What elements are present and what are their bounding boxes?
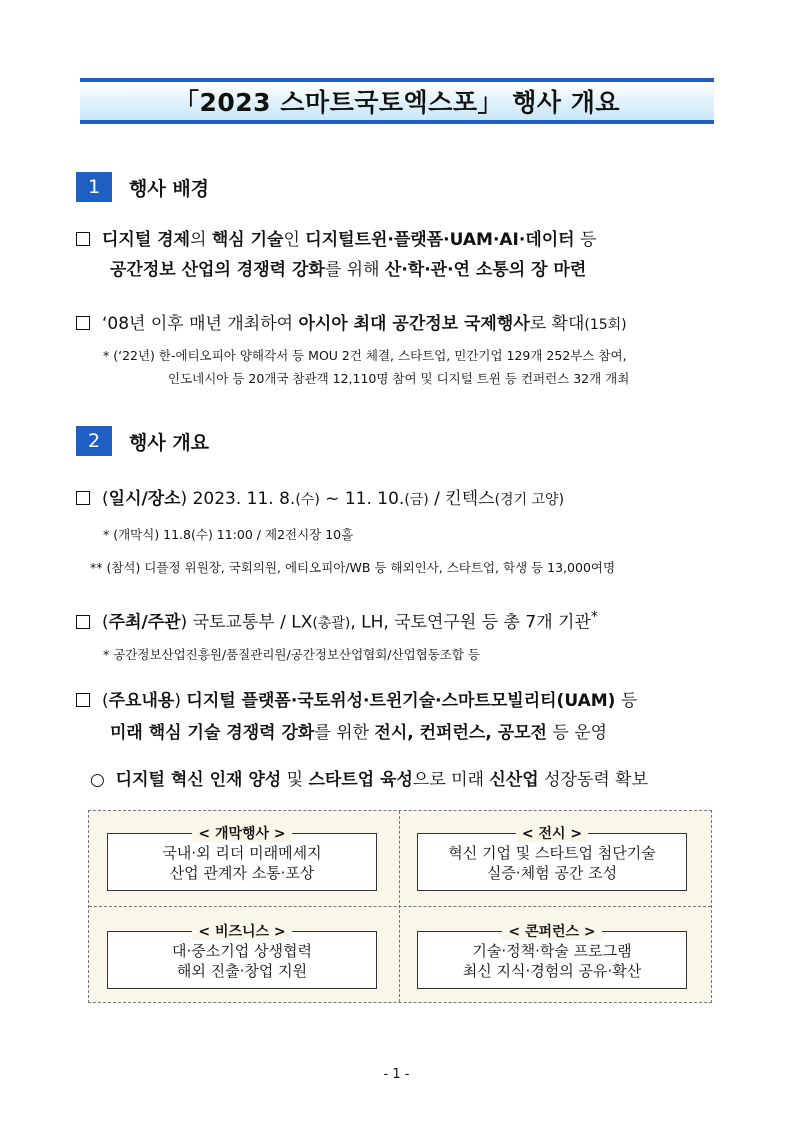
card-opening-event: [107, 826, 377, 891]
card-exhibition: [417, 826, 687, 891]
card-line: 산업 관계자 소통·포상: [169, 864, 315, 882]
section-2-heading: [76, 426, 209, 456]
bullet-main-content-line-1: (주요내용) 디지털 플랫폼·국토위성·트윈기술·스마트모빌리티(UAM) 등: [76, 690, 637, 712]
sub-bullet-talent: ○ 디지털 혁신 인재 양성 및 스타트업 육성으로 미래 신산업 성장동력 확보: [90, 770, 649, 790]
checkbox-bullet-icon: [76, 232, 90, 246]
document-title-banner: [80, 78, 714, 124]
bullet-history-line: ‘08년 이후 매년 개최하여 아시아 최대 공간정보 국제행사로 확대(15회): [76, 313, 627, 336]
bullet-background-line-2: 공간정보 산업의 경쟁력 강화를 위해 산·학·관·연 소통의 장 마련: [110, 260, 587, 280]
section-title: 행사 개요: [129, 431, 210, 454]
card-conference: [417, 924, 687, 989]
card-line: 국내·외 리더 미래메세지: [162, 844, 322, 862]
card-label: < 개막행사 >: [192, 826, 291, 842]
card-line: 대·중소기업 상생협력: [172, 942, 312, 960]
checkbox-bullet-icon: [76, 615, 90, 629]
footnote-2022-line-2: 인도네시아 등 20개국 참관객 12,110명 참여 및 디지털 트윈 등 컨퍼런스 32개 개최: [168, 371, 630, 386]
section-title: 행사 배경: [129, 177, 210, 200]
bullet-date-venue: (일시/장소) 2023. 11. 8.(수) ~ 11. 10.(금) / 킨텍스(경기 고양): [76, 488, 564, 511]
card-line: 해외 진출·창업 지원: [176, 962, 308, 980]
footnote-attendees: ** (참석) 디플정 위원장, 국회의원, 에티오피아/WB 등 해외인사, 스타트업, 학생 등 13,000여명: [90, 560, 616, 575]
circle-bullet: ○: [90, 770, 105, 790]
card-line: 최신 지식·경험의 공유·확산: [462, 962, 642, 980]
section-number: 1: [76, 172, 112, 202]
footnote-opening: * (개막식) 11.8(수) 11:00 / 제2전시장 10홀: [103, 527, 354, 542]
page-number: - 1 -: [383, 1067, 410, 1082]
card-line: 기술·정책·학술 프로그램: [472, 942, 632, 960]
card-business: [107, 924, 377, 989]
checkbox-bullet-icon: [76, 316, 90, 330]
grid-divider: [89, 906, 711, 907]
document-title: 「2023 스마트국토엑스포」 행사 개요: [174, 88, 620, 117]
card-label: < 콘퍼런스 >: [502, 924, 601, 940]
program-grid: [88, 810, 712, 1003]
card-label: < 비즈니스 >: [192, 924, 291, 940]
section-number: 2: [76, 426, 112, 456]
card-line: 실증·체험 공간 조성: [486, 864, 618, 882]
bullet-host: (주최/주관) 국토교통부 / LX(총괄), LH, 국토연구원 등 총 7개 기관*: [76, 606, 598, 635]
footnote-host-orgs: * 공간정보산업진흥원/품질관리원/공간정보산업협회/산업협동조합 등: [103, 647, 481, 662]
card-label: < 전시 >: [516, 826, 588, 842]
section-1-heading: [76, 172, 209, 202]
checkbox-bullet-icon: [76, 491, 90, 505]
checkbox-bullet-icon: [76, 693, 90, 707]
card-line: 혁신 기업 및 스타트업 첨단기술: [448, 844, 656, 862]
footnote-2022-line-1: * (‘22년) 한-에티오피아 양해각서 등 MOU 2건 체결, 스타트업, 민간기업 129개 252부스 참여,: [103, 348, 627, 363]
bullet-main-content-line-2: 미래 핵심 기술 경쟁력 강화를 위한 전시, 컨퍼런스, 공모전 등 운영: [110, 723, 608, 743]
bullet-background-line-1: 디지털 경제의 핵심 기술인 디지털트윈·플랫폼·UAM·AI·데이터 등: [76, 229, 596, 251]
